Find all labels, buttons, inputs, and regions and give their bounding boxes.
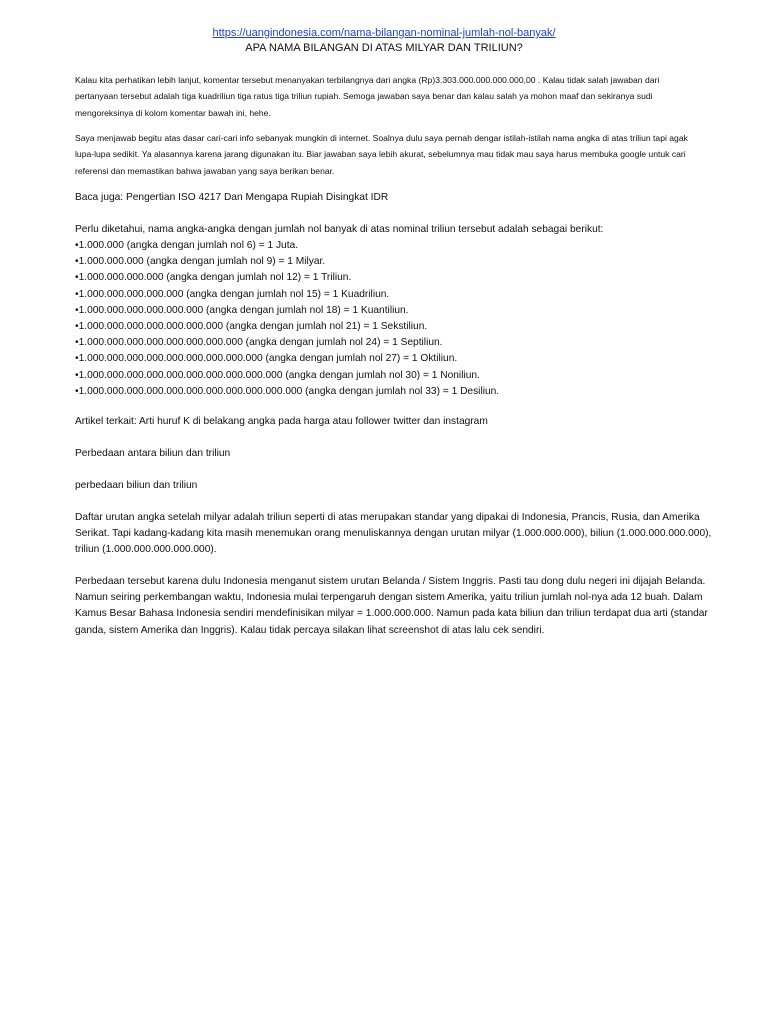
perbedaan-paragraph (75, 574, 725, 639)
daftar-paragraph (75, 510, 725, 559)
intro-paragraph-2: Saya menjawab begitu atas dasar cari-cari info sebanyak mungkin di internet. Soalnya dulu saya pernah dengar istilah-istilah nama angka di atas triliun tapi agak lupa-lupa sedikit. Ya alasannya karena jarang digunakan itu. Biar jawaban saya lebih akurat, sebelumnya mau tidak mau saya harus membuka google untuk cari referensi dan memastikan bahwa jawaban yang saya berikan benar. (75, 133, 688, 176)
list-item: •1.000.000.000.000.000.000 (angka dengan jumlah nol 18) = 1 Kuantiliun. (75, 304, 409, 316)
list-item: •1.000.000.000.000.000.000.000 (angka dengan jumlah nol 21) = 1 Sekstiliun. (75, 321, 428, 333)
list-item: •1.000.000 (angka dengan jumlah nol 6) = 1 Juta. (75, 240, 299, 251)
perbedaan-paragraph-text: Perbedaan tersebut karena dulu Indonesia menganut sistem urutan Belanda / Sistem Inggris. Pasti tau dong dulu negeri ini dijajah Belanda. Namun seiring perkembangan waktu, Indonesia mulai terpengaruh dengan sistem Amerika, yaitu triliun jumlah nol-nya ada 12 buah. Dalam Kamus Besar Bahasa Indonesia sendiri mendefinisikan milyar = 1.000.000.000. Namun pada kata biliun dan triliun terdapat dua arti (standar ganda, sistem Amerika dan Inggris). Kalau tidak percaya silakan lihat screenshot di atas lalu cek sendiri. (75, 576, 708, 636)
perbedaan-heading-2 (75, 478, 725, 494)
source-url-link[interactable]: https://uangindonesia.com/nama-bilangan-nominal-jumlah-nol-banyak/ (212, 27, 556, 39)
list-item: •1.000.000.000.000.000.000.000.000.000.000 (angka dengan jumlah nol 30) = 1 Noniliun. (75, 369, 480, 381)
document-title: APA NAMA BILANGAN DI ATAS MILYAR DAN TRILIUN? (245, 42, 523, 54)
perbedaan-heading-1 (75, 446, 725, 462)
document-header (0, 26, 768, 56)
list-item: •1.000.000.000.000.000.000.000.000 (angka dengan jumlah nol 24) = 1 Septiliun. (75, 337, 443, 349)
daftar-paragraph-text: Daftar urutan angka setelah milyar adalah triliun seperti di atas merupakan standar yang dipakai di Indonesia, Prancis, Rusia, dan Amerika Serikat. Tapi kadang-kadang kita masih menemukan orang menuliskannya dengan urutan milyar (1.000.000.000), biliun (1.000.000.000.000), triliun (1.000.000.000.000.000). (75, 512, 712, 556)
list-intro (75, 222, 725, 238)
baca-juga-text: Baca juga: Pengertian ISO 4217 Dan Mengapa Rupiah Disingkat IDR (75, 192, 389, 203)
artikel-terkait-text: Artikel terkait: Arti huruf K di belakang angka pada harga atau follower twitter dan instagram (75, 416, 488, 427)
list-intro-text: Perlu diketahui, nama angka-angka dengan jumlah nol banyak di atas nominal triliun tersebut adalah sebagai berikut: (75, 224, 604, 235)
perbedaan-heading-1-text: Perbedaan antara biliun dan triliun (75, 448, 231, 459)
number-names-list (75, 238, 725, 400)
perbedaan-heading-2-text: perbedaan biliun dan triliun (75, 480, 198, 491)
intro-paragraph-1: Kalau kita perhatikan lebih lanjut, komentar tersebut menanyakan terbilangnya dari angka (Rp)3.303.000.000.000.000,00 . Kalau tidak salah jawaban dari pertanyaan tersebut adalah tiga kuadriliun tiga ratus tiga triliun rupiah. Semoga jawaban saya benar dan kalau salah ya mohon maaf dan sekiranya sudi mengoreksinya di kolom komentar bawah ini, hehe. (75, 75, 660, 118)
baca-juga-line (75, 190, 725, 206)
artikel-terkait-line (75, 414, 725, 430)
list-item: •1.000.000.000 (angka dengan jumlah nol 9) = 1 Milyar. (75, 256, 326, 268)
list-item: •1.000.000.000.000 (angka dengan jumlah nol 12) = 1 Triliun. (75, 272, 352, 284)
list-item: •1.000.000.000.000.000 (angka dengan jumlah nol 15) = 1 Kuadriliun. (75, 288, 390, 300)
list-item: •1.000.000.000.000.000.000.000.000.000 (angka dengan jumlah nol 27) = 1 Oktiliun. (75, 353, 458, 365)
list-item: •1.000.000.000.000.000.000.000.000.000.000.000 (angka dengan jumlah nol 33) = 1 Desiliun. (75, 385, 500, 397)
